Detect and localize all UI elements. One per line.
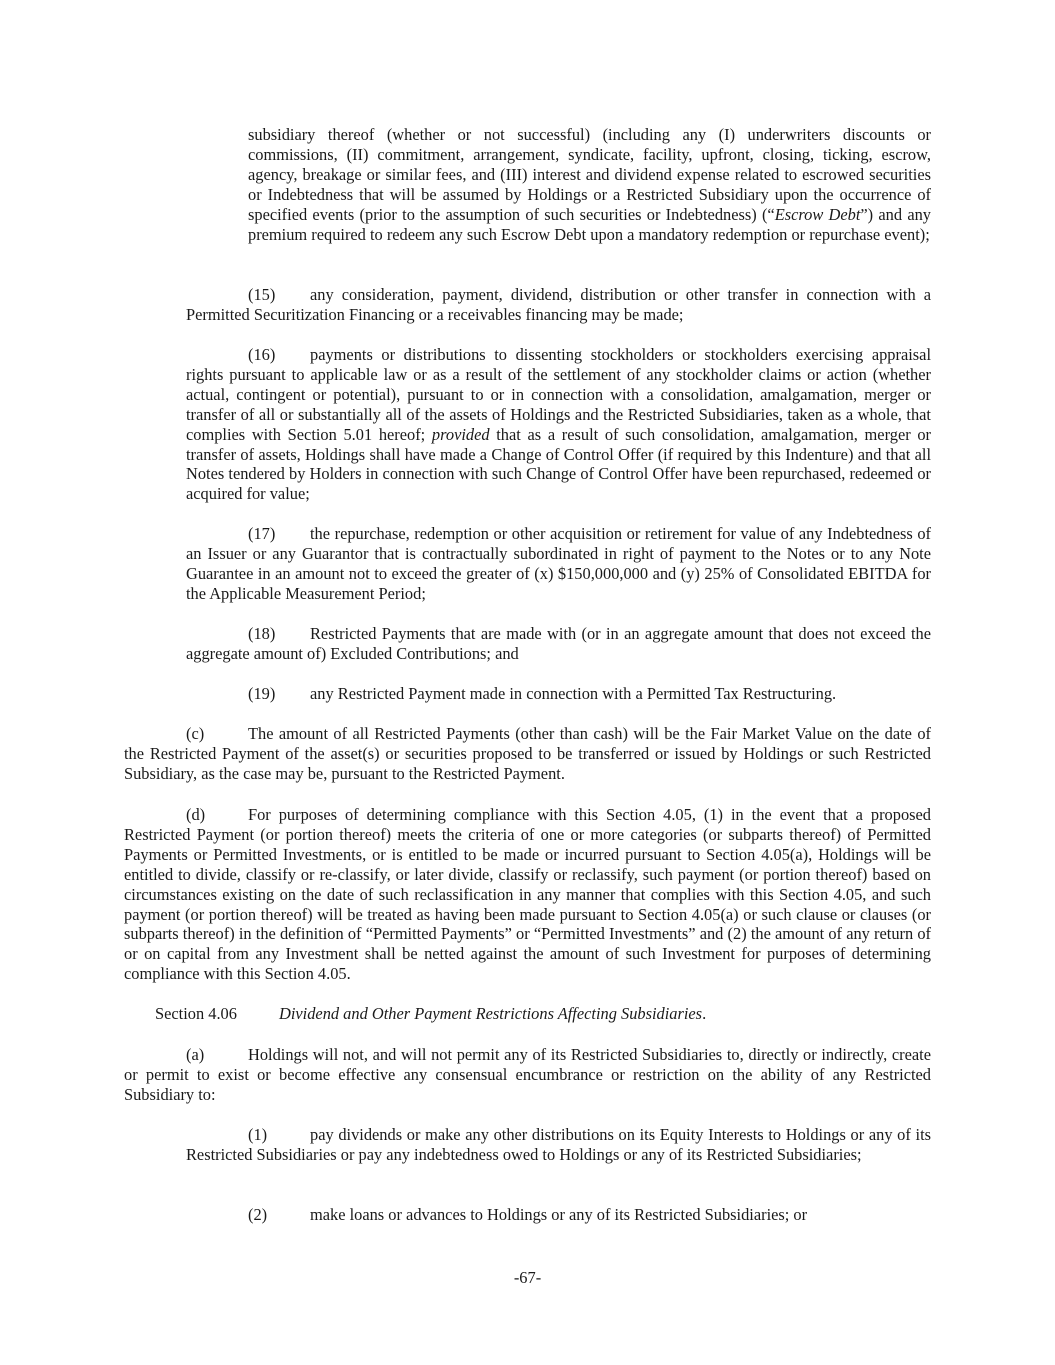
clause-16-number: (16)	[248, 345, 276, 364]
clause-15	[186, 285, 931, 325]
clause-2	[186, 1205, 931, 1225]
clause-1-text: pay dividends or make any other distributions on its Equity Interests to Holdings or any of its Restricted Subsidiaries or pay any indebtedness owed to Holdings or any of its Restricted Subsidiaries;	[186, 1125, 931, 1164]
clause-14-text-b: ”) and any premium required to redeem any such Escrow Debt upon a mandatory redemption or repurchase event);	[248, 204, 931, 244]
section-title-period: .	[702, 1004, 707, 1023]
clause-16-text-a: payments or distributions to dissenting stockholders or stockholders exercising appraisal rights pursuant to applicable law or as a result of the settlement of any stockholder claims or action (whether actual, contingent or potential), pursuant to or in connection with a consolidation, amalgamation, merger or transfer of all or substantially all of the assets of Holdings and the Restricted Subsidiaries, taken as a whole, that complies with Section 5.01 hereof;	[186, 345, 931, 444]
clause-18	[186, 624, 931, 664]
section-title: Dividend and Other Payment Restrictions Affecting Subsidiaries	[279, 1004, 703, 1023]
clause-19-text: any Restricted Payment made in connection with a Permitted Tax Restructuring.	[310, 684, 837, 703]
paragraph-c-text: The amount of all Restricted Payments (other than cash) will be the Fair Market Value on the date of the Restricted Payment of the asset(s) or securities proposed to be transferred or issued by Holdings or such Restricted Subsidiary, as the case may be, pursuant to the Restricted Payment.	[124, 724, 931, 783]
clause-1	[186, 1125, 931, 1165]
clause-19-number: (19)	[248, 684, 276, 703]
clause-17-text: the repurchase, redemption or other acquisition or retirement for value of any Indebtedness of an Issuer or any Guarantor that is contractually subordinated in right of payment to the Notes or to any Note Guarantee in an amount not to exceed the greater of (x) $150,000,000 and (y) 25% of Consolidated EBITDA for the Applicable Measurement Period;	[186, 524, 931, 603]
section-heading	[155, 1004, 931, 1024]
clause-1-number: (1)	[248, 1125, 268, 1144]
clause-18-number: (18)	[248, 624, 276, 643]
clause-16-text-b: that as a result of such consolidation, amalgamation, merger or transfer of assets, Holdings shall have made a Change of Control Offer (if required by this Indenture) and that all Notes tendered by Holders in connection with such Change of Control Offer have been repurchased, redeemed or acquired for value;	[186, 424, 931, 504]
clause-17-number: (17)	[248, 524, 276, 543]
page-number: -67-	[513, 1268, 542, 1287]
clause-19	[186, 684, 931, 704]
clause-18-text: Restricted Payments that are made with (or in an aggregate amount that does not exceed the aggregate amount of) Excluded Contributions; and	[186, 624, 931, 663]
paragraph-c	[124, 724, 931, 784]
section-number: Section 4.06	[155, 1004, 237, 1023]
paragraph-a-text: Holdings will not, and will not permit any of its Restricted Subsidiaries to, directly or indirectly, create or permit to exist or become effective any consensual encumbrance or restriction on the ability of any Restricted Subsidiary to:	[124, 1045, 931, 1104]
clause-2-text: make loans or advances to Holdings or any of its Restricted Subsidiaries; or	[310, 1205, 808, 1224]
paragraph-a	[124, 1045, 931, 1105]
clause-2-number: (2)	[248, 1205, 268, 1224]
clause-15-text: any consideration, payment, dividend, distribution or other transfer in connection with a Permitted Securitization Financing or a receivables financing may be made;	[186, 285, 931, 324]
paragraph-c-label: (c)	[186, 724, 205, 743]
paragraph-d-text: For purposes of determining compliance with this Section 4.05, (1) in the event that a proposed Restricted Payment (or portion thereof) meets the criteria of one or more categories (or subparts thereof) of Permitted Payments or Permitted Investments, or is entitled to be made or incurred pursuant to Section 4.05(a), Holdings will be entitled to divide, classify or re-classify, or later divide, classify or reclassify, such payment (or portion thereof) based on circumstances existing on the date of such reclassification in any manner that complies with this Section 4.05, and such payment (or portion thereof) will be treated as having been made pursuant to Section 4.05(a) or such clause or clauses (or subparts thereof) in the definition of “Permitted Payments” or “Permitted Investments” and (2) the amount of any return of or on capital from any Investment shall be netted against the amount of such Investment for purposes of determining compliance with this Section 4.05.	[124, 805, 931, 984]
clause-16-proviso: provided	[431, 424, 490, 444]
clause-14-defined-term: Escrow Debt	[774, 204, 861, 224]
paragraph-d	[124, 805, 931, 984]
clause-14-text-a: subsidiary thereof (whether or not successful) (including any (I) underwriters discounts or commissions, (II) commitment, arrangement, syndicate, facility, upfront, closing, ticking, escrow, agency, breakage or similar fees, and (III) interest and dividend expense related to escrowed securities or Indebtedness that will be assumed by Holdings or a Restricted Subsidiary upon the occurrence of specified events (prior to the assumption of such securities or Indebtedness) (“	[248, 125, 931, 224]
clause-17	[186, 524, 931, 604]
paragraph-a-label: (a)	[186, 1045, 205, 1064]
clause-16	[186, 345, 931, 504]
clause-14-continuation	[248, 125, 931, 244]
paragraph-d-label: (d)	[186, 805, 206, 824]
clause-15-number: (15)	[248, 285, 276, 304]
